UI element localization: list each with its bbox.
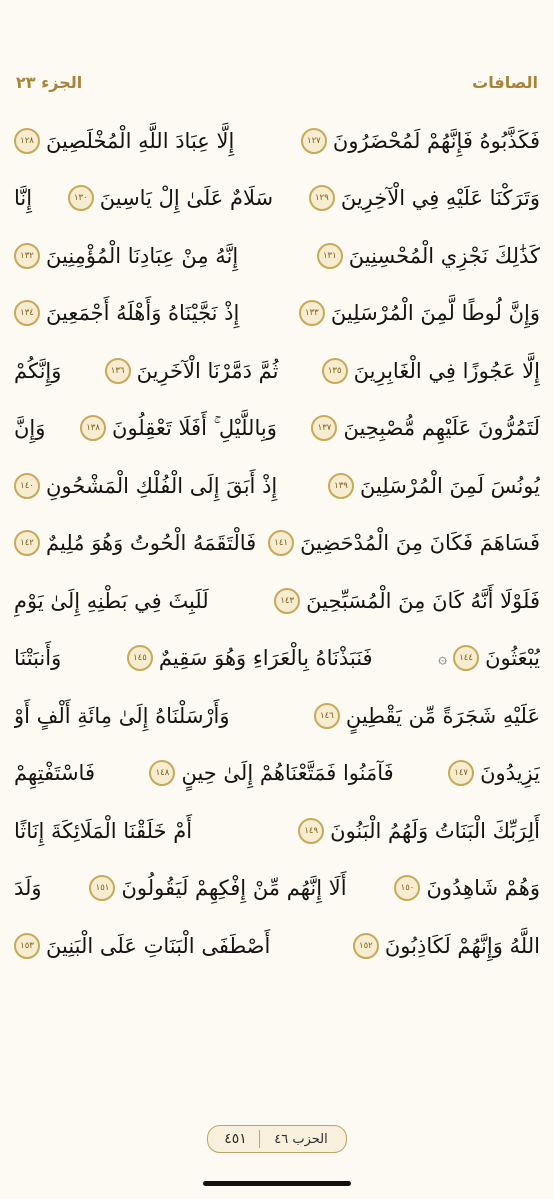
text-line <box>14 400 540 458</box>
verse-segment <box>149 760 393 786</box>
verse-text: فَلَوْلَا أَنَّهُ كَانَ مِنَ الْمُسَبِّحِينَ <box>306 588 540 613</box>
ayah-number-marker: ١٣٥ <box>322 358 348 384</box>
verse-segment <box>448 760 540 786</box>
verse-segment <box>14 876 42 900</box>
verse-segment <box>14 473 277 499</box>
ayah-number-marker: ١٥١ <box>89 875 115 901</box>
verse-segment <box>14 128 234 154</box>
ayah-number-marker: ١٥٣ <box>14 933 40 959</box>
verse-text: فَنَبَذْنَاهُ بِالْعَرَاءِ وَهُوَ سَقِيمٌ <box>158 646 373 671</box>
text-line <box>14 227 540 285</box>
text-line <box>14 860 540 918</box>
verse-text: وَهُمْ شَاهِدُونَ <box>426 876 540 901</box>
ayah-number-marker: ١٣٨ <box>80 415 106 441</box>
ayah-number-marker: ١٥٠ <box>394 875 420 901</box>
verse-text: فَكَذَّبُوهُ فَإِنَّهُمْ لَمُحْضَرُونَ <box>332 128 540 153</box>
hizb-label: الحزب ٤٦ <box>274 1131 328 1147</box>
home-indicator[interactable] <box>203 1181 351 1186</box>
verse-segment <box>14 819 192 843</box>
ayah-number-marker: ١٣٧ <box>311 415 337 441</box>
verse-segment <box>301 128 540 154</box>
text-line <box>14 285 540 343</box>
verse-text: وَلَدَ <box>14 876 42 901</box>
text-line <box>14 457 540 515</box>
ayah-number-marker: ١٣٠ <box>68 185 94 211</box>
ayah-number-marker: ١٤٨ <box>149 760 175 786</box>
verse-text: يَزِيدُونَ <box>480 761 540 786</box>
verse-segment <box>274 588 540 614</box>
verse-segment <box>328 473 540 499</box>
text-line <box>14 802 540 860</box>
text-line <box>14 630 540 688</box>
ayah-number-marker: ١٤١ <box>268 530 294 556</box>
verse-segment <box>14 186 32 210</box>
verse-segment <box>299 300 540 326</box>
verse-text: كَذَٰلِكَ نَجْزِي الْمُحْسِنِينَ <box>348 243 540 268</box>
verse-text: يُونُسَ لَمِنَ الْمُرْسَلِينَ <box>359 473 540 498</box>
verse-segment <box>14 589 209 613</box>
ayah-number-marker: ١٤٥ <box>127 645 153 671</box>
text-line <box>14 572 540 630</box>
verse-segment <box>317 243 540 269</box>
verse-text: لَلَبِثَ فِي بَطْنِهِ إِلَىٰ يَوْمِ <box>14 588 209 613</box>
page-number: ٤٥١ <box>224 1131 247 1147</box>
verse-segment <box>438 645 540 671</box>
verse-segment <box>89 875 346 901</box>
verse-segment <box>127 645 373 671</box>
ayah-number-marker: ١٤٩ <box>298 818 324 844</box>
verse-text: إِذْ نَجَّيْنَاهُ وَأَهْلَهُ أَجْمَعِينَ <box>46 301 240 326</box>
verse-segment <box>394 875 540 901</box>
verse-text: اللَّهُ وَإِنَّهُمْ لَكَاذِبُونَ <box>384 933 540 958</box>
verse-segment <box>268 530 540 556</box>
verse-text: فَسَاهَمَ فَكَانَ مِنَ الْمُدْحَضِينَ <box>300 531 540 556</box>
hizb-star-icon: ۞ <box>438 649 448 668</box>
verse-text: لَتَمُرُّونَ عَلَيْهِم مُّصْبِحِينَ <box>343 416 540 441</box>
verse-text: ثُمَّ دَمَّرْنَا الْآخَرِينَ <box>136 358 279 383</box>
verse-segment <box>14 704 230 728</box>
verse-text: إِنَّا <box>14 186 33 211</box>
verse-text: إِلَّا عِبَادَ اللَّهِ الْمُخْلَصِينَ <box>46 128 235 153</box>
verse-segment <box>311 415 540 441</box>
verse-text: عَلَيْهِ شَجَرَةً مِّن يَقْطِينٍ <box>345 703 540 728</box>
text-line <box>14 687 540 745</box>
juz-label: الجزء ٢٣ <box>16 72 83 92</box>
verse-text: وَإِنَّ لُوطًا لَّمِنَ الْمُرْسَلِينَ <box>330 301 540 326</box>
verse-text: سَلَامٌ عَلَىٰ إِلْ يَاسِينَ <box>99 186 274 211</box>
verse-text: أَصْطَفَى الْبَنَاتِ عَلَى الْبَنِينَ <box>46 933 271 958</box>
verse-segment <box>14 416 45 440</box>
text-line <box>14 917 540 975</box>
ayah-number-marker: ١٣٤ <box>14 300 40 326</box>
ayah-number-marker: ١٤٦ <box>314 703 340 729</box>
verse-text: وَأَنبَتْنَا <box>14 646 62 671</box>
verse-text: أَلَا إِنَّهُم مِّنْ إِفْكِهِمْ لَيَقُولُونَ <box>121 876 347 901</box>
text-line <box>14 170 540 228</box>
verse-segment <box>80 415 277 441</box>
verse-text: إِذْ أَبَقَ إِلَى الْفُلْكِ الْمَشْحُونِ <box>46 473 278 498</box>
verse-segment <box>105 358 279 384</box>
verse-segment <box>14 530 256 556</box>
ayah-number-marker: ١٤٠ <box>14 473 40 499</box>
ayah-number-marker: ١٣٢ <box>14 243 40 269</box>
ayah-number-marker: ١٥٢ <box>353 933 379 959</box>
verse-text: وَأَرْسَلْنَاهُ إِلَىٰ مِائَةِ أَلْفٍ أَوْ <box>14 703 230 728</box>
verse-text: إِلَّا عَجُوزًا فِي الْغَابِرِينَ <box>353 358 540 383</box>
verse-text: وَبِاللَّيْلِ ۚ أَفَلَا تَعْقِلُونَ <box>112 415 277 440</box>
verse-text: فَالْتَقَمَهُ الْحُوتُ وَهُوَ مُلِيمٌ <box>46 531 257 556</box>
verse-segment <box>322 358 540 384</box>
verse-text: يُبْعَثُونَ <box>485 646 540 671</box>
verse-segment <box>14 243 238 269</box>
verse-text: فَآمَنُوا فَمَتَّعْنَاهُمْ إِلَىٰ حِينٍ <box>181 761 394 786</box>
verse-segment <box>68 185 273 211</box>
verse-text: أَمْ خَلَقْنَا الْمَلَائِكَةَ إِنَاثًا <box>14 818 193 843</box>
surah-name: الصافات <box>472 72 538 92</box>
verse-text: فَاسْتَفْتِهِمْ <box>14 761 95 786</box>
verse-segment <box>14 933 270 959</box>
ayah-number-marker: ١٤٧ <box>448 760 474 786</box>
page-header <box>16 64 538 100</box>
ayah-number-marker: ١٢٩ <box>309 185 335 211</box>
text-line <box>14 342 540 400</box>
mushaf-page-text <box>14 112 540 975</box>
ayah-number-marker: ١٤٢ <box>14 530 40 556</box>
verse-segment <box>353 933 540 959</box>
verse-segment <box>309 185 540 211</box>
text-line <box>14 745 540 803</box>
verse-segment <box>298 818 540 844</box>
verse-text: وَإِنَّ <box>14 416 46 441</box>
verse-segment <box>14 359 61 383</box>
page-footer <box>207 1125 347 1153</box>
verse-text: وَتَرَكْنَا عَلَيْهِ فِي الْآخِرِينَ <box>340 186 540 211</box>
verse-segment <box>14 761 95 785</box>
verse-segment <box>14 646 61 670</box>
verse-text: أَلِرَبِّكَ الْبَنَاتُ وَلَهُمُ الْبَنُونَ <box>330 818 540 843</box>
ayah-number-marker: ١٣٩ <box>328 473 354 499</box>
text-line <box>14 112 540 170</box>
ayah-number-marker: ١٢٨ <box>14 128 40 154</box>
ayah-number-marker: ١٣٣ <box>299 300 325 326</box>
verse-segment <box>14 300 239 326</box>
ayah-number-marker: ١٤٤ <box>453 645 479 671</box>
ayah-number-marker: ١٣٦ <box>105 358 131 384</box>
verse-segment <box>314 703 540 729</box>
ayah-number-marker: ١٢٧ <box>301 128 327 154</box>
ayah-number-marker: ١٤٣ <box>274 588 300 614</box>
text-line <box>14 515 540 573</box>
verse-text: وَإِنَّكُمْ <box>14 358 62 383</box>
ayah-number-marker: ١٣١ <box>317 243 343 269</box>
verse-text: إِنَّهُ مِنْ عِبَادِنَا الْمُؤْمِنِينَ <box>46 243 239 268</box>
